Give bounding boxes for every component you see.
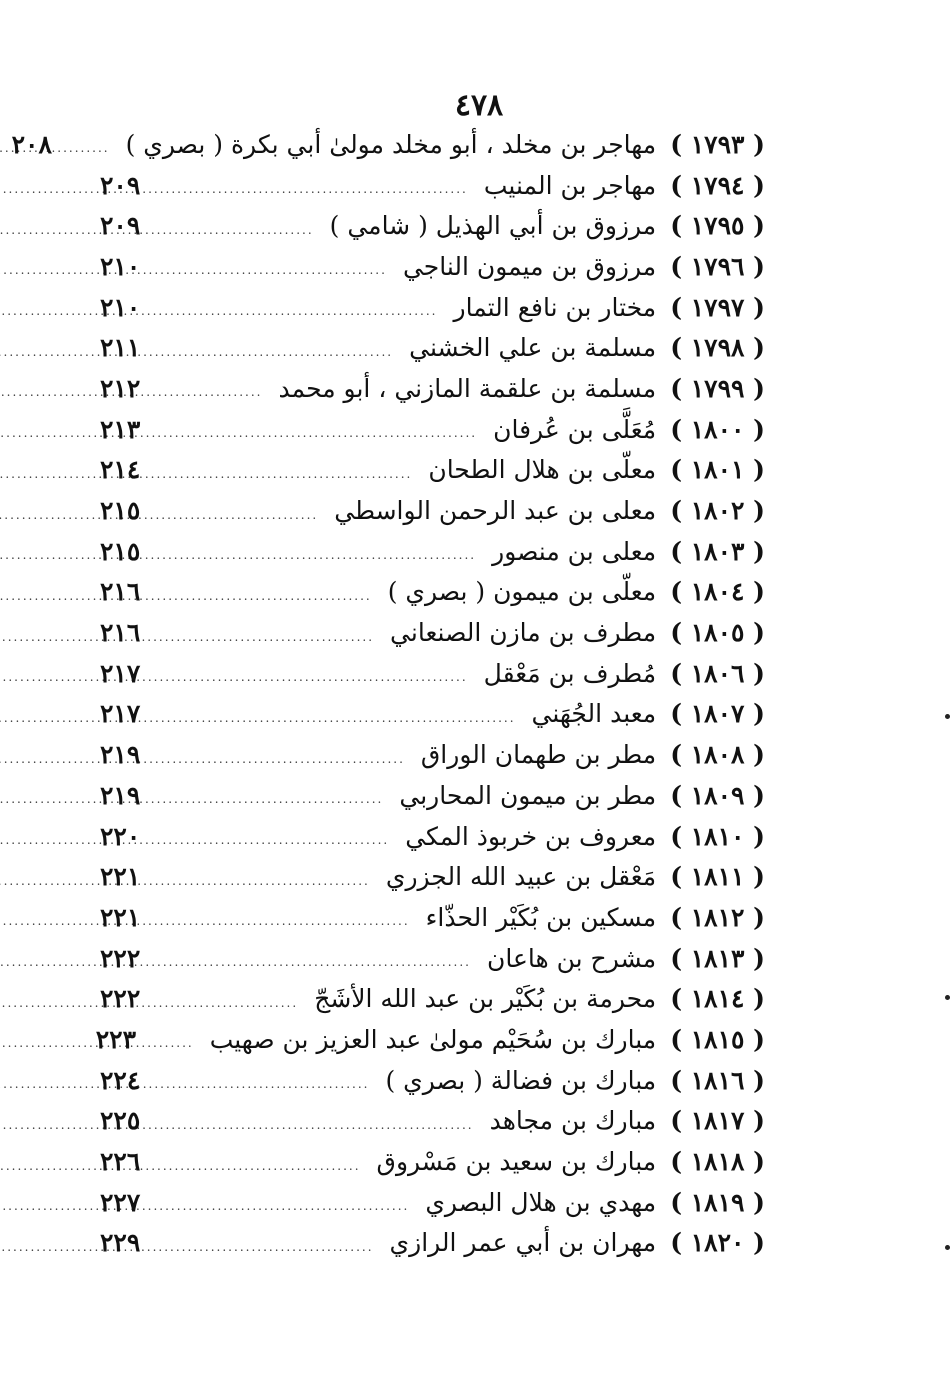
entry-number: ( ١٨١٢ ) bbox=[670, 902, 765, 932]
entry-name: مطرف بن مازن الصنعاني bbox=[390, 618, 657, 648]
entry-page: ٢٢٥ bbox=[100, 1106, 141, 1136]
entry-name: معلى بن منصور bbox=[492, 536, 657, 566]
entry-name: مهاجر بن المنيب bbox=[483, 170, 657, 200]
toc-entry bbox=[100, 775, 765, 816]
toc-entry bbox=[100, 327, 765, 368]
entry-page: ٢٢٤ bbox=[100, 1065, 141, 1095]
entry-page: ٢١٦ bbox=[100, 618, 141, 648]
entry-page: ٢١٧ bbox=[100, 699, 141, 729]
toc-entry bbox=[100, 1060, 765, 1101]
entry-number: ( ١٨٠٠ ) bbox=[670, 414, 765, 444]
entry-name: معلّى بن ميمون ( بصري ) bbox=[387, 577, 657, 607]
toc-entry bbox=[100, 897, 765, 938]
toc-entry bbox=[100, 1141, 765, 1182]
entry-page: ٢١٠ bbox=[100, 251, 141, 281]
entry-page: ٢١٩ bbox=[100, 780, 141, 810]
entry-page: ٢٠٩ bbox=[100, 170, 141, 200]
entry-number: ( ١٨١٨ ) bbox=[670, 1147, 765, 1177]
leader-dots bbox=[180, 907, 410, 927]
entry-number: ( ١٨١٩ ) bbox=[670, 1187, 765, 1217]
entry-page: ٢٠٩ bbox=[100, 211, 141, 241]
toc-entry bbox=[100, 572, 765, 613]
entry-number: ( ١٨١٧ ) bbox=[670, 1106, 765, 1136]
entry-number: ( ١٨٠٥ ) bbox=[670, 618, 765, 648]
entry-name: مسلمة بن علي الخشني bbox=[409, 333, 657, 363]
entry-number: ( ١٧٩٣ ) bbox=[670, 129, 765, 159]
entry-page: ٢١٦ bbox=[100, 577, 141, 607]
entry-name: مرزوق بن ميمون الناجي bbox=[402, 251, 657, 281]
leader-dots bbox=[180, 216, 314, 236]
entry-name: معلى بن عبد الرحمن الواسطي bbox=[334, 496, 657, 526]
entry-name: مرزوق بن أبي الهذيل ( شامي ) bbox=[329, 211, 657, 241]
entry-number: ( ١٨٠١ ) bbox=[670, 455, 765, 485]
toc-entry bbox=[100, 165, 765, 206]
leader-dots bbox=[180, 338, 393, 358]
entry-number: ( ١٨١٦ ) bbox=[670, 1065, 765, 1095]
toc-entry bbox=[100, 450, 765, 491]
entry-number: ( ١٧٩٤ ) bbox=[670, 170, 765, 200]
entry-name: مشرح بن هاعان bbox=[486, 943, 657, 973]
entry-name: معروف بن خربوذ المكي bbox=[405, 821, 657, 851]
entry-number: ( ١٨٠٩ ) bbox=[670, 780, 765, 810]
entry-page: ٢١٠ bbox=[100, 292, 141, 322]
leader-dots bbox=[180, 623, 374, 643]
entry-name: مبارك بن فضالة ( بصري ) bbox=[385, 1065, 657, 1095]
toc-entry bbox=[100, 368, 765, 409]
entry-page: ٢١٤ bbox=[100, 455, 141, 485]
leader-dots bbox=[180, 1070, 369, 1090]
entry-name: مسكين بن بُكَيْر الحذّاء bbox=[425, 902, 657, 932]
scan-speck bbox=[945, 1245, 950, 1250]
leader-dots bbox=[180, 582, 372, 602]
leader-dots bbox=[180, 541, 476, 561]
leader-dots bbox=[180, 460, 412, 480]
leader-dots bbox=[180, 501, 318, 521]
leader-dots bbox=[180, 256, 387, 276]
leader-dots bbox=[180, 826, 389, 846]
entry-name: مبارك بن سُحَيْم مولىٰ عبد العزيز بن صهيب bbox=[209, 1024, 657, 1054]
leader-dots bbox=[180, 297, 438, 317]
entry-number: ( ١٨١٣ ) bbox=[670, 943, 765, 973]
toc-entry bbox=[100, 205, 765, 246]
leader-dots bbox=[180, 989, 298, 1009]
toc-entry bbox=[100, 653, 765, 694]
entry-number: ( ١٨٢٠ ) bbox=[670, 1228, 765, 1258]
toc-entry bbox=[100, 246, 765, 287]
toc-entry bbox=[100, 1223, 765, 1264]
entry-name: مهدي بن هلال البصري bbox=[425, 1187, 657, 1217]
entry-name: مهاجر بن مخلد ، أبو مخلد مولىٰ أبي بكرة ( بصري ) bbox=[125, 129, 657, 159]
leader-dots bbox=[180, 785, 383, 805]
entry-number: ( ١٨٠٤ ) bbox=[670, 577, 765, 607]
toc-entry bbox=[100, 694, 765, 735]
leader-dots bbox=[180, 1111, 474, 1131]
entry-page: ٢٢١ bbox=[100, 862, 141, 892]
entry-page: ٢٢٠ bbox=[100, 821, 141, 851]
entry-page: ٢١١ bbox=[100, 333, 141, 363]
entry-name: مطر بن ميمون المحاربي bbox=[399, 780, 657, 810]
leader-dots bbox=[180, 419, 477, 439]
scan-speck bbox=[945, 995, 950, 1000]
entry-page: ٢١٣ bbox=[100, 414, 141, 444]
entry-name: معلّى بن هلال الطحان bbox=[428, 455, 657, 485]
entry-name: مُعَلَّى بن عُرفان bbox=[493, 414, 657, 444]
entry-page: ٢٢٦ bbox=[100, 1147, 141, 1177]
leader-dots bbox=[180, 704, 516, 724]
toc-entry bbox=[100, 1101, 765, 1142]
entry-number: ( ١٧٩٨ ) bbox=[670, 333, 765, 363]
entry-name: مختار بن نافع التمار bbox=[453, 292, 657, 322]
entry-page: ٢٢٣ bbox=[95, 1024, 137, 1054]
leader-dots bbox=[180, 1192, 409, 1212]
toc-entry bbox=[100, 1182, 765, 1223]
entry-number: ( ١٨١٠ ) bbox=[670, 821, 765, 851]
entry-name: مهران بن أبي عمر الرازي bbox=[389, 1228, 657, 1258]
toc-entry bbox=[100, 734, 765, 775]
toc-entry bbox=[100, 816, 765, 857]
entry-page: ٢٢١ bbox=[100, 902, 141, 932]
entry-page: ٢١٢ bbox=[100, 373, 141, 403]
entry-name: مبارك بن سعيد بن مَسْروق bbox=[376, 1147, 657, 1177]
toc-entry bbox=[100, 531, 765, 572]
entry-number: ( ١٧٩٥ ) bbox=[670, 211, 765, 241]
entry-number: ( ١٧٩٩ ) bbox=[670, 373, 765, 403]
entry-number: ( ١٨٠٦ ) bbox=[670, 658, 765, 688]
entry-page: ٢١٧ bbox=[100, 658, 141, 688]
toc-entry bbox=[100, 978, 765, 1019]
leader-dots bbox=[180, 663, 468, 683]
entry-number: ( ١٨٠٢ ) bbox=[670, 496, 765, 526]
leader-dots bbox=[180, 1233, 374, 1253]
entry-page: ٢٢٧ bbox=[100, 1187, 141, 1217]
entry-number: ( ١٨٠٨ ) bbox=[670, 740, 765, 770]
toc-entry bbox=[11, 124, 765, 165]
page-number: ٤٧٨ bbox=[454, 88, 504, 123]
toc-entry bbox=[100, 287, 765, 328]
entry-name: مبارك بن مجاهد bbox=[489, 1106, 657, 1136]
entry-number: ( ١٨١١ ) bbox=[670, 862, 765, 892]
entry-number: ( ١٨١٥ ) bbox=[670, 1024, 765, 1054]
leader-dots bbox=[176, 1029, 194, 1049]
entry-name: مُطرف بن مَعْقل bbox=[483, 658, 657, 688]
entry-number: ( ١٨٠٧ ) bbox=[670, 699, 765, 729]
leader-dots bbox=[92, 134, 110, 154]
scan-speck bbox=[945, 714, 950, 719]
entry-name: مَعْقل بن عبيد الله الجزري bbox=[385, 862, 657, 892]
leader-dots bbox=[180, 745, 405, 765]
entry-page: ٢٠٨ bbox=[11, 129, 52, 159]
entry-page: ٢٢٢ bbox=[100, 984, 141, 1014]
entry-number: ( ١٧٩٧ ) bbox=[670, 292, 765, 322]
toc-entry bbox=[100, 938, 765, 979]
entry-page: ٢١٥ bbox=[100, 496, 141, 526]
entry-page: ٢١٥ bbox=[100, 536, 141, 566]
toc-entry bbox=[100, 490, 765, 531]
entry-name: محرمة بن بُكَيْر بن عبد الله الأشَجّ bbox=[314, 984, 657, 1014]
toc-entry bbox=[100, 856, 765, 897]
toc-list bbox=[11, 124, 765, 1263]
entry-number: ( ١٨١٤ ) bbox=[670, 984, 765, 1014]
entry-page: ٢٢٩ bbox=[100, 1228, 141, 1258]
entry-name: مسلمة بن علقمة المازني ، أبو محمد bbox=[278, 373, 657, 403]
leader-dots bbox=[180, 867, 370, 887]
entry-page: ٢٢٢ bbox=[100, 943, 141, 973]
toc-entry bbox=[100, 612, 765, 653]
entry-number: ( ١٧٩٦ ) bbox=[670, 251, 765, 281]
entry-name: معبد الجُهَني bbox=[531, 699, 657, 729]
leader-dots bbox=[180, 1152, 361, 1172]
toc-entry bbox=[95, 1019, 765, 1060]
toc-entry bbox=[100, 409, 765, 450]
entry-page: ٢١٩ bbox=[100, 740, 141, 770]
leader-dots bbox=[180, 175, 468, 195]
leader-dots bbox=[180, 378, 263, 398]
entry-number: ( ١٨٠٣ ) bbox=[670, 536, 765, 566]
leader-dots bbox=[180, 948, 471, 968]
entry-name: مطر بن طهمان الوراق bbox=[420, 740, 657, 770]
